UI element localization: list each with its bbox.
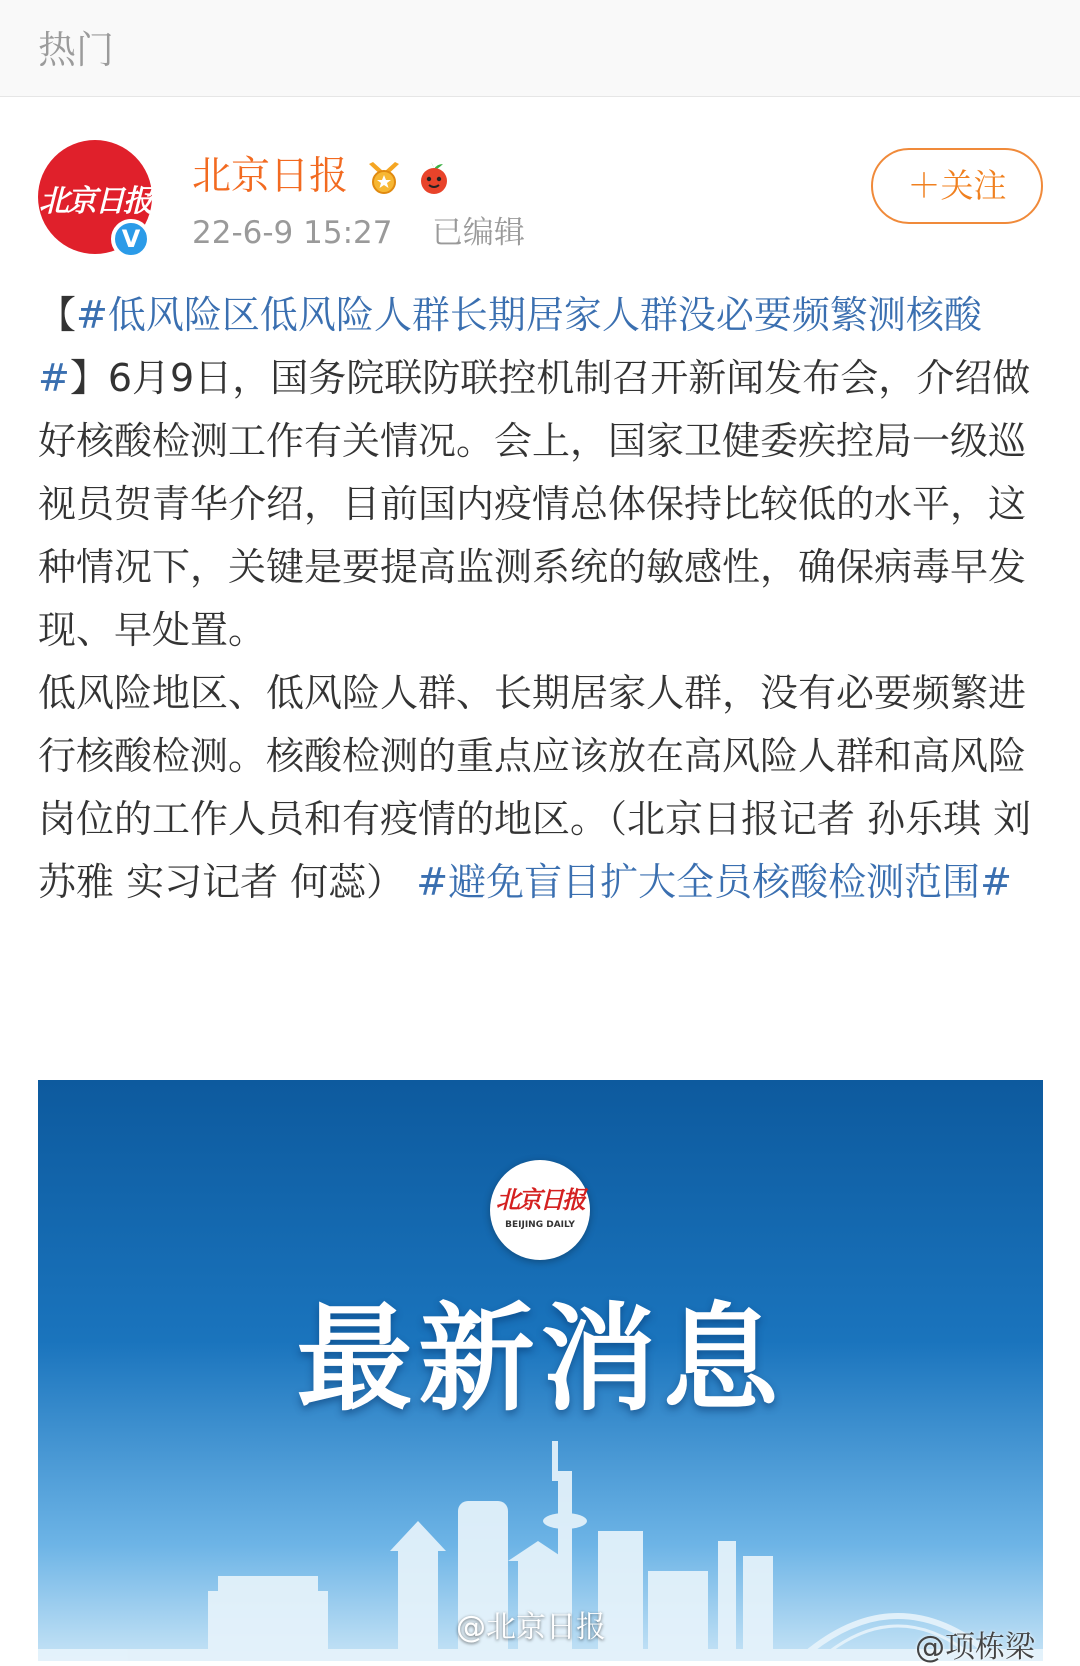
fruit-icon[interactable] [415,158,453,196]
post-meta [192,212,525,254]
post-text: 6月9日，国务院联防联控机制召开新闻发布会，介绍做好核酸检测工作有关情况。会上，国家卫健委疾控局一级巡视员贺青华介绍，目前国内疫情总体保持比较低的水平，这种情况下，关键是要提高监测系统的敏感性，确保病毒早发现、早处置。 [38,356,1031,652]
logo-en-text: BEIJING DAILY [505,1220,575,1230]
logo-cn-text: 北京日报 [496,1185,584,1214]
hashtag-link[interactable]: #低风险区低风险人群长期居家人群没必要频繁测核酸# [38,293,982,400]
follow-button[interactable]: ＋关注 [871,148,1043,224]
page-title: 热门 [38,28,115,72]
post-timestamp: 22-6-9 15:27 [192,215,393,251]
post-paragraph-1 [38,284,1048,662]
top-bar [0,0,1080,97]
post-text: 低风险地区、低风险人群、长期居家人群，没有必要频繁进行核酸检测。核酸检测的重点应该放在高风险人群和高风险岗位的工作人员和有疫情的地区。（北京日报记者 孙乐琪 刘苏雅 实习记者 何蕊） [38,671,1032,904]
newspaper-logo [490,1160,590,1260]
bracket-close: 】 [69,356,108,400]
image-headline: 最新消息 [296,1292,785,1427]
post-body [38,284,1048,914]
medal-icon[interactable] [365,158,403,196]
watermark-user: @项栋梁 [915,1630,1035,1665]
watermark-source: @北京日报 [456,1610,606,1645]
hashtag-link[interactable]: #避免盲目扩大全员核酸检测范围# [416,860,1012,904]
avatar-logo-text: 北京日报 [39,184,151,219]
post-paragraph-2 [38,662,1048,914]
username[interactable]: 北京日报 [192,154,349,199]
edited-label: 已编辑 [431,215,525,251]
verified-icon: V [111,219,151,259]
bracket-open: 【 [38,293,77,337]
post-image[interactable] [38,1080,1043,1661]
